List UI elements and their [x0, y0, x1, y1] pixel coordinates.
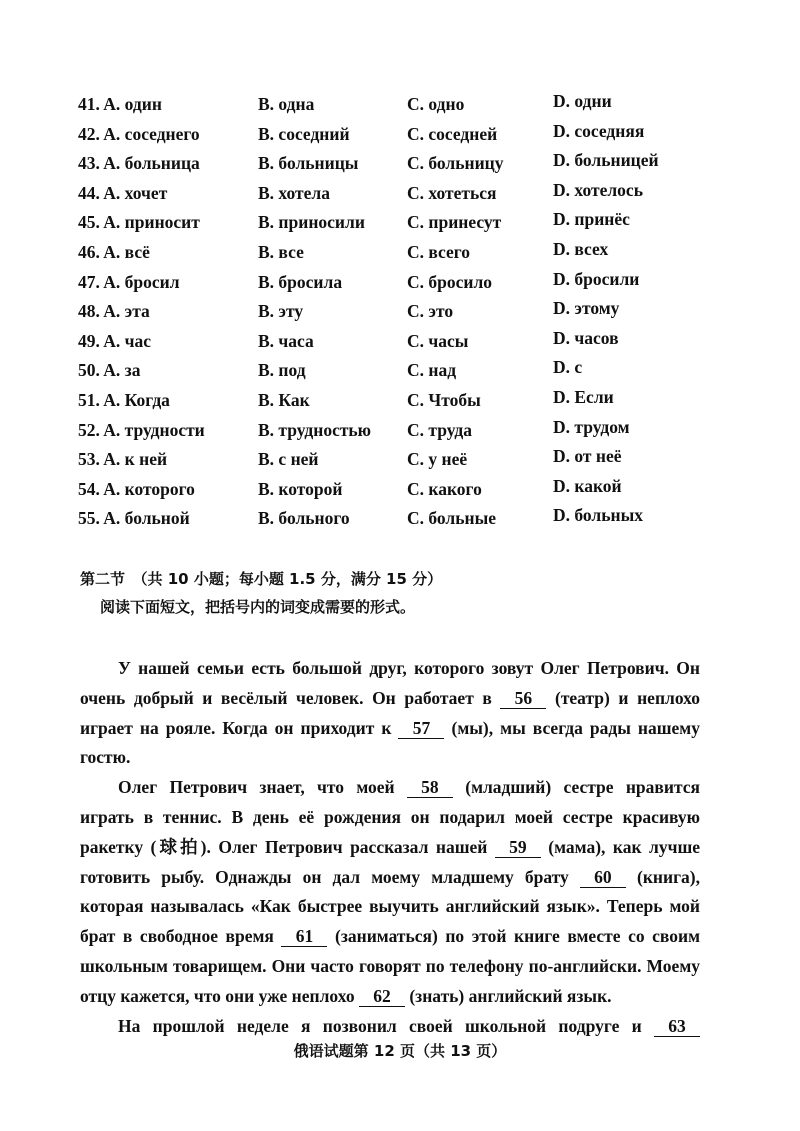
answer-option: C. часы — [407, 330, 469, 351]
passage-line — [80, 803, 700, 833]
answer-blank: 62 — [359, 986, 405, 1007]
passage-line — [80, 892, 700, 922]
answer-blank: 59 — [495, 837, 541, 858]
answer-option: C. больницу — [407, 153, 504, 174]
question-row — [78, 327, 718, 361]
answer-option: 55. A. больной — [78, 508, 190, 529]
question-row — [78, 357, 718, 390]
answer-option: B. приносили — [258, 212, 365, 233]
passage-text: гостю. — [80, 747, 131, 768]
answer-option: C. бросило — [407, 271, 493, 292]
answer-option: 54. A. которого — [78, 478, 195, 499]
passage-line — [80, 952, 700, 982]
passage-line — [80, 714, 700, 744]
answer-option: B. с ней — [258, 449, 319, 470]
answer-option: 49. A. час — [78, 330, 152, 351]
answer-option: C. хотеться — [407, 182, 497, 203]
question-row — [78, 91, 718, 124]
passage-text: готовить рыбу. Однажды он дал моему младшему брату — [80, 866, 580, 887]
answer-option: C. над — [407, 360, 457, 381]
answer-option: B. хотела — [258, 182, 330, 203]
passage-text: отцу кажется, что они уже неплохо — [80, 985, 359, 1006]
passage-line — [80, 982, 700, 1012]
question-row — [78, 268, 718, 302]
answer-option: D. принёс — [553, 209, 630, 230]
question-row — [78, 238, 718, 272]
passage-text: (заниматься) по этой книге вместе со своим — [327, 926, 700, 947]
question-row — [78, 209, 718, 242]
answer-option: D. больных — [553, 505, 643, 526]
passage-text: Олег Петрович знает, что моей — [118, 777, 407, 798]
question-row — [78, 505, 718, 538]
answer-option: C. у неё — [407, 449, 468, 470]
section-heading: 第二节 （共 10 小题；每小题 1.5 分，满分 15 分） — [80, 570, 443, 588]
answer-option: C. больные — [407, 508, 497, 529]
answer-option: D. от неё — [553, 446, 622, 467]
passage-line — [80, 833, 700, 863]
answer-option: C. какого — [407, 478, 482, 499]
passage-text: школьным товарищем. Они часто говорят по телефону по-английски. Моему — [80, 955, 700, 976]
passage-text: (театр) и неплохо — [546, 687, 700, 708]
answer-option: D. хотелось — [553, 179, 643, 200]
question-row — [78, 120, 718, 154]
passage-line — [80, 1012, 700, 1042]
answer-blank: 63 — [654, 1016, 700, 1037]
question-row — [78, 386, 718, 420]
answer-blank: 61 — [281, 926, 327, 947]
answer-option: D. соседняя — [553, 120, 645, 141]
answer-option: B. больного — [258, 508, 350, 529]
answer-option: B. под — [258, 360, 306, 381]
answer-option: C. соседней — [407, 123, 498, 144]
answer-option: D. Если — [553, 386, 614, 407]
passage-text: брат в свободное время — [80, 926, 282, 947]
answer-option: 43. A. больница — [78, 153, 200, 174]
passage-text: (мы), мы всегда рады нашему — [444, 717, 700, 738]
answer-option: B. которой — [258, 478, 343, 499]
answer-option: 52. A. трудности — [78, 419, 205, 440]
passage-text: (мама), как лучше — [540, 836, 700, 857]
answer-option: D. какой — [553, 475, 622, 496]
answer-option: C. Чтобы — [407, 389, 481, 410]
page-footer: 俄语试题第 12 页（共 13 页） — [293, 1042, 507, 1060]
question-row — [78, 475, 718, 509]
question-row — [78, 298, 718, 331]
answer-option: B. одна — [258, 94, 315, 114]
answer-option: D. с — [553, 357, 583, 378]
multiple-choice-options — [78, 91, 718, 538]
answer-option: B. бросила — [258, 271, 343, 292]
answer-option: D. всех — [553, 238, 609, 259]
answer-option: 53. A. к ней — [78, 449, 168, 470]
answer-option: C. всего — [407, 241, 471, 262]
passage-line — [80, 654, 700, 684]
answer-option: B. соседний — [258, 123, 350, 144]
passage-text: ракетку (球拍). Олег Петрович рассказал нашей — [80, 836, 495, 857]
answer-option: 46. A. всё — [78, 241, 150, 262]
answer-option: B. эту — [258, 301, 304, 322]
answer-option: D. трудом — [553, 416, 630, 437]
answer-option: 48. A. эта — [78, 301, 150, 322]
question-row — [78, 446, 718, 479]
answer-option: D. этому — [553, 298, 620, 319]
passage-text: которая называлась «Как быстрее выучить английский язык». Теперь мой — [80, 896, 700, 917]
passage-text: (знать) английский язык. — [404, 985, 612, 1006]
answer-option: D. больницей — [553, 150, 659, 171]
passage-line — [80, 743, 700, 773]
answer-option: D. одни — [553, 91, 612, 111]
passage-text: У нашей семьи есть большой друг, которого зовут Олег Петрович. Он — [118, 658, 700, 678]
answer-blank: 57 — [398, 718, 444, 739]
passage-line — [80, 922, 700, 952]
answer-option: C. это — [407, 301, 454, 322]
passage-text: очень добрый и весёлый человек. Он работает в — [80, 687, 501, 708]
answer-option: B. часа — [258, 330, 314, 351]
answer-blank: 60 — [580, 867, 626, 888]
question-row — [78, 150, 718, 183]
passage-text: (книга), — [625, 866, 701, 887]
reading-passage — [80, 654, 700, 1041]
answer-option: B. Как — [258, 389, 310, 410]
answer-option: B. трудностью — [258, 419, 372, 440]
question-row — [78, 179, 718, 213]
answer-option: C. принесут — [407, 212, 502, 233]
question-row — [78, 416, 718, 450]
answer-option: B. больницы — [258, 153, 359, 174]
answer-option: D. бросили — [553, 268, 640, 289]
passage-line — [80, 684, 700, 714]
passage-line — [80, 773, 700, 803]
passage-text: (младший) сестре нравится — [452, 777, 700, 798]
answer-option: C. одно — [407, 94, 465, 114]
answer-blank: 56 — [500, 688, 546, 709]
answer-option: C. труда — [407, 419, 472, 440]
answer-option: 47. A. бросил — [78, 271, 180, 292]
answer-option: 44. A. хочет — [78, 182, 168, 203]
passage-line — [80, 863, 700, 893]
passage-text: На прошлой неделе я позвонил своей школьной подруге и — [118, 1015, 654, 1036]
section-instruction: 阅读下面短文，把括号内的词变成需要的形式。 — [100, 598, 416, 616]
passage-text: играть в теннис. В день её рождения он подарил моей сестре красивую — [80, 806, 700, 827]
answer-option: 50. A. за — [78, 360, 141, 381]
answer-option: 45. A. приносит — [78, 212, 200, 233]
answer-option: 41. A. один — [78, 94, 162, 114]
passage-text: играет на рояле. Когда он приходит к — [80, 717, 399, 738]
answer-blank: 58 — [407, 777, 453, 798]
answer-option: 42. A. соседнего — [78, 123, 200, 144]
answer-option: 51. A. Когда — [78, 389, 170, 410]
answer-option: D. часов — [553, 327, 619, 348]
answer-option: B. все — [258, 241, 304, 262]
